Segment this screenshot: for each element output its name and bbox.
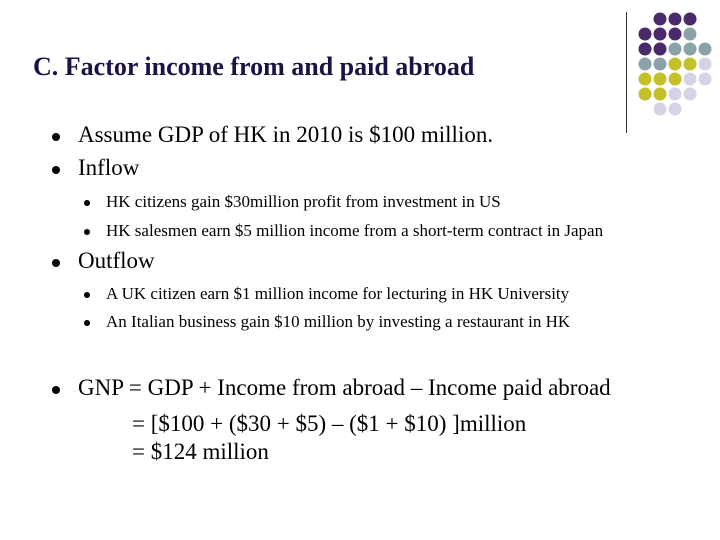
bullet-inflow: Inflow bbox=[78, 155, 140, 180]
decorative-dot bbox=[669, 88, 682, 101]
bullet-dot bbox=[52, 166, 60, 174]
decorative-dot bbox=[639, 58, 652, 71]
decorative-dot bbox=[684, 58, 697, 71]
gnp-result: = $124 million bbox=[132, 439, 269, 464]
sub-bullet-dot bbox=[84, 292, 90, 298]
decorative-dot bbox=[639, 73, 652, 86]
decorative-dot bbox=[654, 73, 667, 86]
slide-title: C. Factor income from and paid abroad bbox=[33, 52, 475, 81]
decorative-dot bbox=[669, 43, 682, 56]
decorative-dot bbox=[669, 28, 682, 41]
outflow-item: A UK citizen earn $1 million income for lecturing in HK University bbox=[106, 284, 570, 303]
inflow-item: HK citizens gain $30million profit from investment in US bbox=[106, 192, 501, 211]
decorative-dot bbox=[654, 88, 667, 101]
sub-bullet-dot bbox=[84, 200, 90, 206]
sub-bullet-dot bbox=[84, 320, 90, 326]
bullet-gdp: Assume GDP of HK in 2010 is $100 million. bbox=[78, 122, 494, 147]
bullet-dot bbox=[52, 259, 60, 267]
decorative-dot bbox=[699, 73, 712, 86]
decorative-dot bbox=[699, 58, 712, 71]
bullet-dot bbox=[52, 133, 60, 141]
decorative-dot bbox=[639, 28, 652, 41]
decorative-vertical-line bbox=[626, 12, 627, 133]
bullet-dot bbox=[52, 386, 60, 394]
outflow-item: An Italian business gain $10 million by investing a restaurant in HK bbox=[106, 312, 571, 331]
decorative-dot bbox=[669, 73, 682, 86]
decorative-dot bbox=[669, 103, 682, 116]
decorative-dot bbox=[684, 43, 697, 56]
decorative-dot bbox=[684, 88, 697, 101]
decorative-dot bbox=[684, 28, 697, 41]
decorative-dot bbox=[684, 13, 697, 26]
bullet-gnp: GNP = GDP + Income from abroad – Income paid abroad bbox=[78, 375, 611, 400]
decorative-dot bbox=[639, 88, 652, 101]
gnp-calculation: = [$100 + ($30 + $5) – ($1 + $10) ]million bbox=[132, 411, 527, 436]
decorative-dot bbox=[654, 13, 667, 26]
decorative-dot bbox=[654, 28, 667, 41]
decorative-dot bbox=[639, 43, 652, 56]
decorative-dot bbox=[654, 43, 667, 56]
sub-bullet-dot bbox=[84, 229, 90, 235]
decorative-dot bbox=[669, 13, 682, 26]
decorative-dot bbox=[669, 58, 682, 71]
decorative-dot bbox=[654, 103, 667, 116]
decorative-dot bbox=[699, 43, 712, 56]
decorative-dot bbox=[684, 73, 697, 86]
decorative-dot bbox=[654, 58, 667, 71]
inflow-item: HK salesmen earn $5 million income from a short-term contract in Japan bbox=[106, 221, 604, 240]
bullet-outflow: Outflow bbox=[78, 248, 155, 273]
